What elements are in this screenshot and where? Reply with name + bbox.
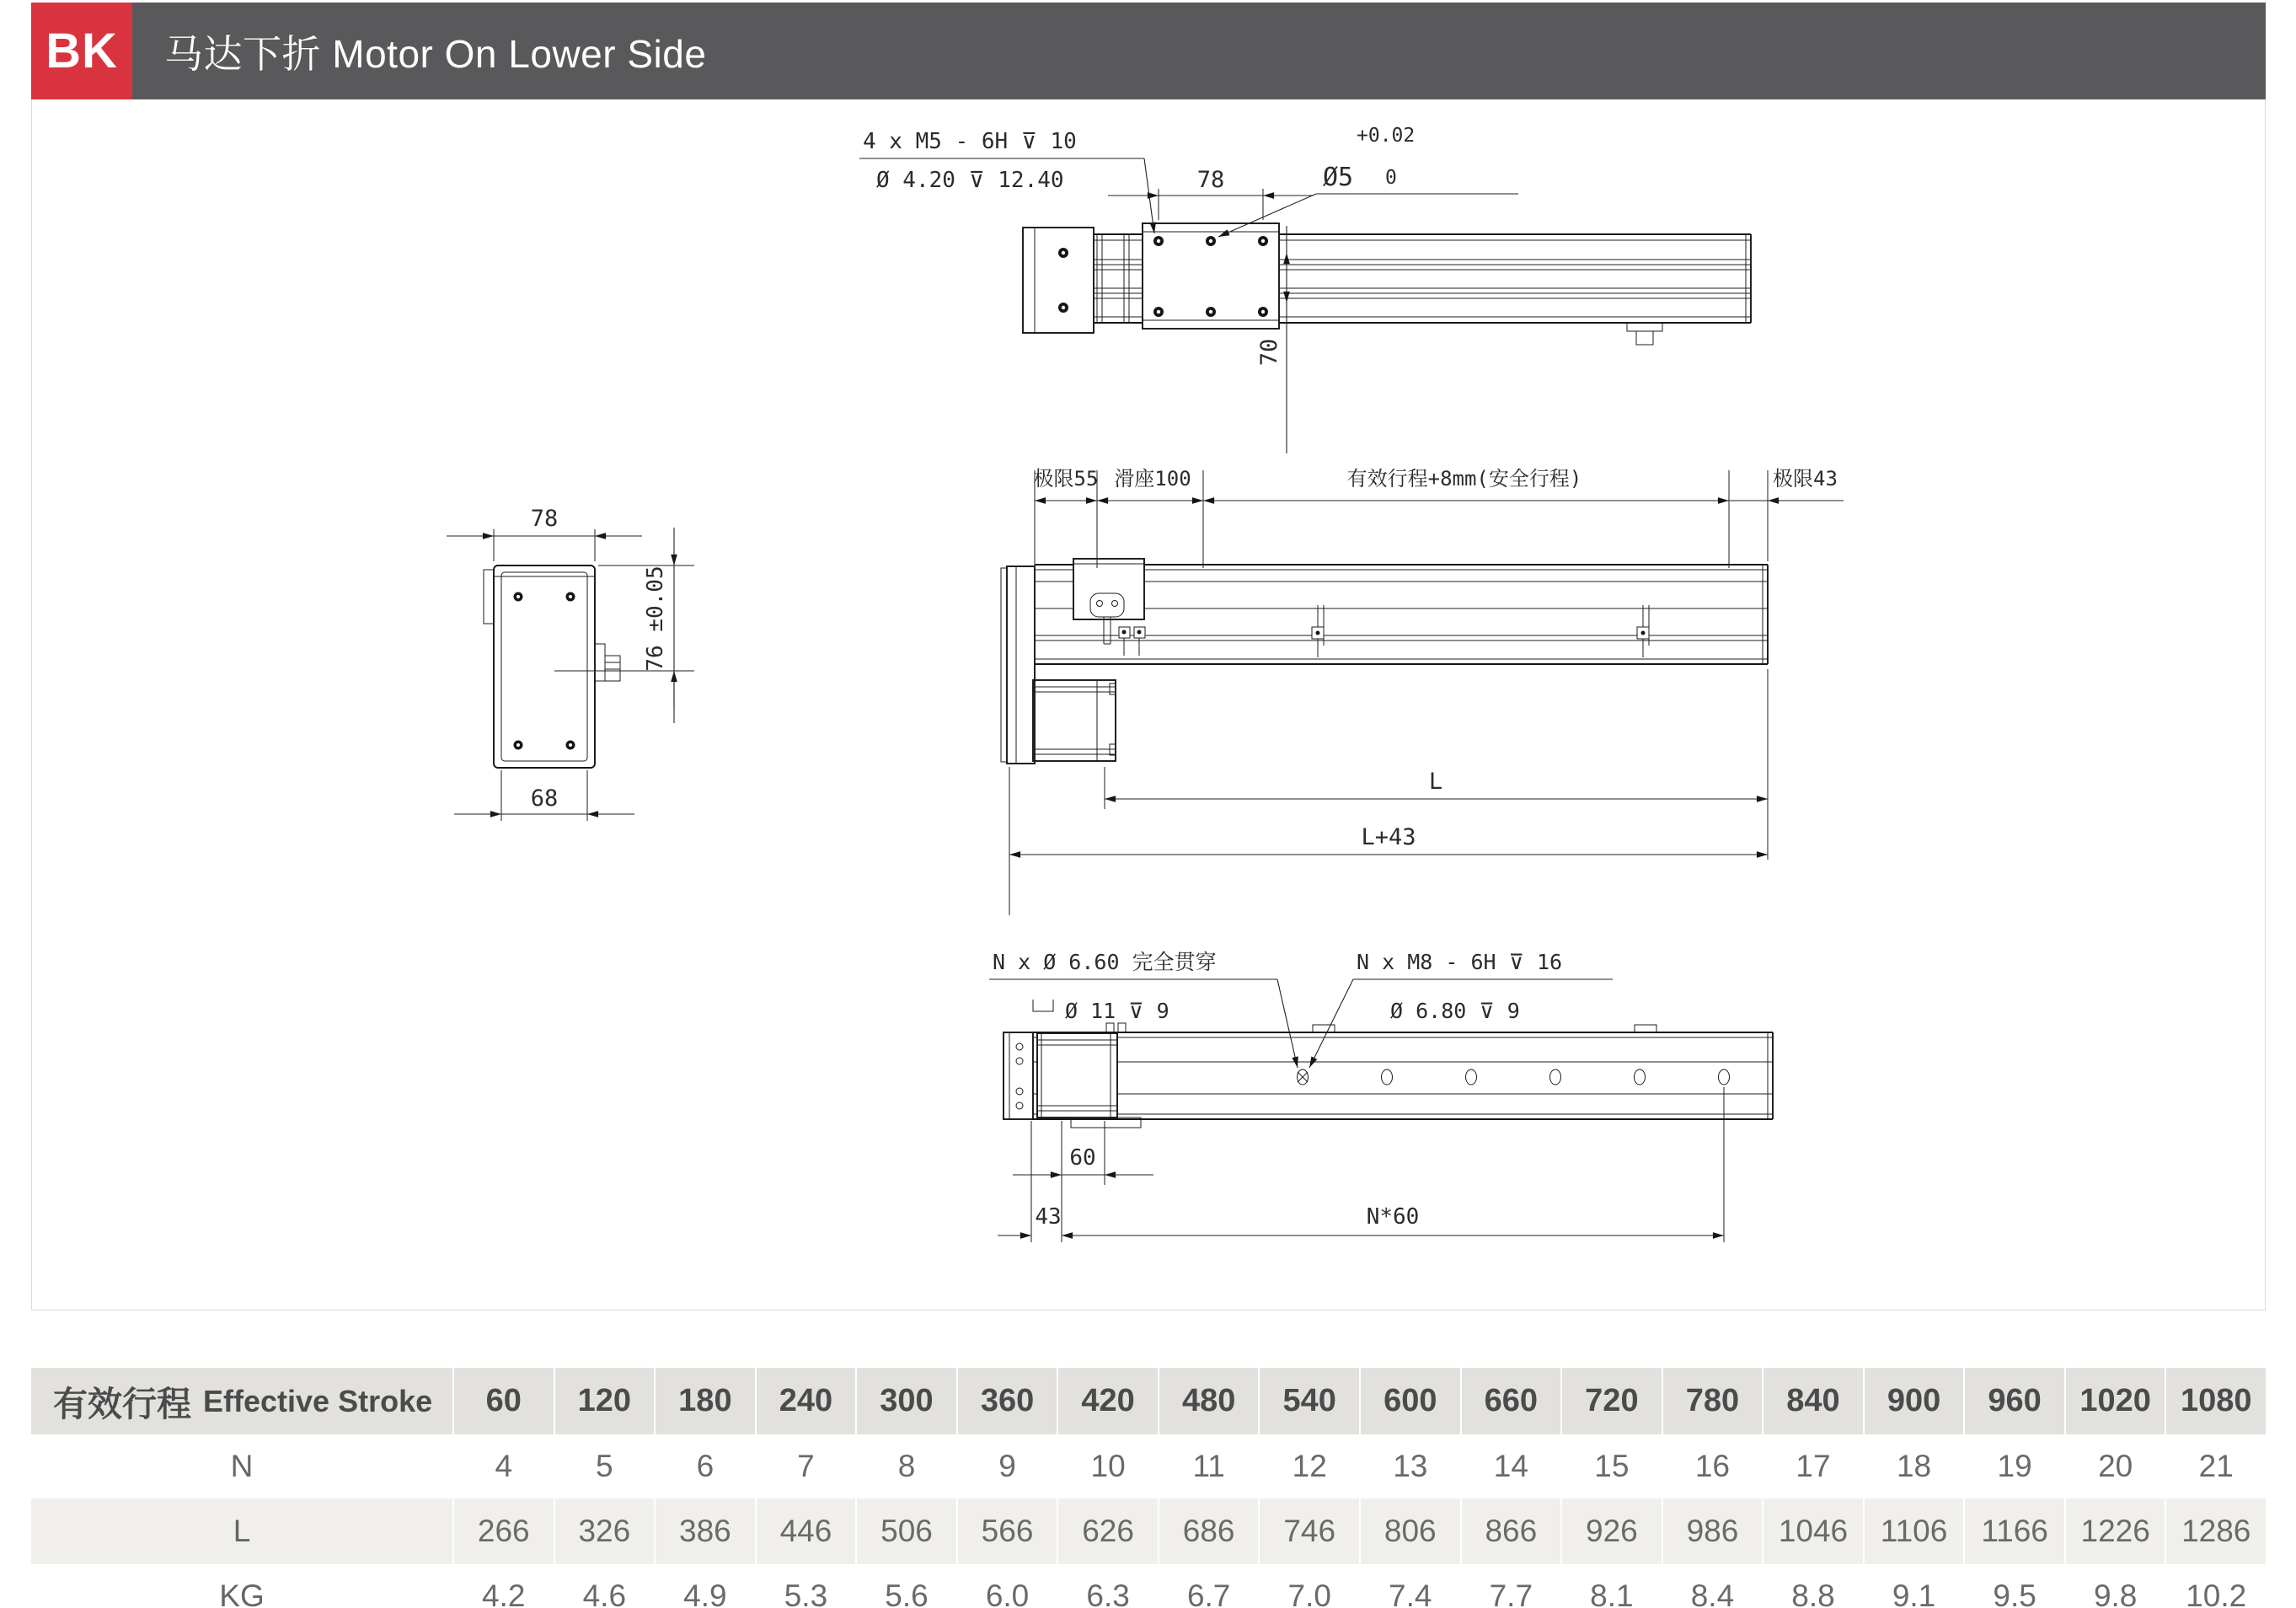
side-view	[447, 506, 694, 821]
stroke-header-cell: 300	[857, 1368, 956, 1434]
top-view-pin-callout	[1218, 125, 1518, 237]
table-cell: 566	[958, 1498, 1057, 1564]
table-cell: 446	[757, 1498, 856, 1564]
stroke-header-cell: 180	[656, 1368, 755, 1434]
stroke-header-cell: 360	[958, 1368, 1057, 1434]
top-view-slider-plate	[1143, 223, 1279, 329]
table-cell: 8	[897, 1449, 916, 1483]
table-cell: 9	[998, 1449, 1016, 1483]
table-cell: 7.7	[1489, 1579, 1533, 1608]
dim-78-label: 78	[1196, 167, 1225, 193]
tolerance-upper: +0.02	[1357, 125, 1416, 147]
side-dim-76-label: 76 ±0.05	[643, 565, 668, 672]
table-cell: 15	[1594, 1449, 1630, 1483]
table-cell: 11	[1192, 1449, 1225, 1483]
side-view-dim-78	[447, 506, 642, 561]
stroke-header-cell: 840	[1763, 1368, 1863, 1434]
table-cell: 746	[1260, 1498, 1359, 1564]
table-cell: 14	[1493, 1449, 1528, 1483]
bottom-view	[989, 950, 1773, 1242]
stroke-header-cell: 600	[1361, 1368, 1460, 1434]
table-cell: 4.6	[582, 1579, 627, 1608]
bottom-view-holes	[1298, 1069, 1730, 1085]
stroke-header-cell: 720	[1562, 1368, 1662, 1434]
top-view	[859, 125, 1751, 453]
stroke-header-cell: 960	[1965, 1368, 2064, 1434]
bottom-view-through-callout	[989, 950, 1298, 1068]
table-cell: 9.5	[1993, 1579, 2036, 1608]
side-view-dim-68	[454, 770, 634, 821]
front-view-chained-dims	[1034, 467, 1844, 568]
dim-60-label: 60	[1069, 1145, 1096, 1171]
table-cell: 6.7	[1186, 1579, 1231, 1608]
stroke-table	[31, 1368, 2266, 1608]
page-title: 马达下折 Motor On Lower Side	[164, 31, 707, 76]
thread-callout-line1: 4 x M5 - 6H ⊽ 10	[863, 129, 1077, 154]
tap-callout-line1: N x M8 - 6H ⊽ 16	[1357, 950, 1563, 974]
stroke-header-cell: 780	[1663, 1368, 1763, 1434]
table-cell: 1286	[2166, 1498, 2266, 1564]
side-view-body	[484, 565, 620, 768]
dim-N60-label: N*60	[1366, 1204, 1420, 1230]
table-cell: 6.0	[985, 1579, 1030, 1608]
table-cell: 9.8	[2093, 1579, 2138, 1608]
table-cell: 386	[656, 1498, 755, 1564]
through-callout-line2: Ø 11 ⊽ 9	[1065, 999, 1169, 1023]
table-cell: 686	[1159, 1498, 1259, 1564]
table-cell: 17	[1796, 1449, 1831, 1483]
front-view	[1001, 467, 1844, 915]
dim-L-label: L	[1428, 769, 1443, 795]
table-cell: 266	[454, 1498, 554, 1564]
table-cell: 20	[2098, 1449, 2133, 1483]
table-cell: 1106	[1865, 1498, 1964, 1564]
table-cell: 16	[1694, 1449, 1731, 1483]
table-cell: 626	[1058, 1498, 1158, 1564]
table-row-l	[31, 1498, 2266, 1564]
table-cell: 866	[1462, 1498, 1561, 1564]
row-kg-label: KG	[219, 1579, 265, 1608]
table-cell: 926	[1562, 1498, 1662, 1564]
table-cell: 12	[1292, 1449, 1327, 1483]
table-cell: 18	[1896, 1449, 1932, 1483]
table-cell: 4.2	[482, 1579, 526, 1608]
table-cell: 5	[596, 1449, 613, 1483]
row-n-label: N	[230, 1449, 254, 1483]
table-cell: 19	[1997, 1449, 2032, 1483]
table-row-kg	[31, 1564, 2266, 1608]
stroke-header-cell: 240	[757, 1368, 856, 1434]
table-cell: 7.0	[1287, 1579, 1331, 1608]
stroke-header-cell: 540	[1260, 1368, 1359, 1434]
stroke-header-cell: 480	[1159, 1368, 1259, 1434]
stroke-header-cell: 60	[454, 1368, 554, 1434]
top-view-dim-78	[1108, 167, 1314, 220]
bottom-view-motor	[1037, 1033, 1141, 1128]
front-view-sensors	[1119, 605, 1649, 657]
stroke-span-label: 有效行程+8mm(安全行程)	[1346, 467, 1582, 490]
top-view-end-block	[1023, 228, 1094, 333]
table-cell: 7	[797, 1449, 815, 1483]
table-header-row	[31, 1368, 2266, 1434]
slider-label: 滑座100	[1114, 467, 1191, 490]
table-cell: 4.9	[683, 1579, 727, 1608]
table-cell: 806	[1361, 1498, 1460, 1564]
stroke-header-cell: 660	[1462, 1368, 1561, 1434]
table-cell: 10	[1090, 1449, 1126, 1483]
table-cell: 1046	[1763, 1498, 1863, 1564]
side-view-dim-76	[554, 528, 694, 723]
table-cell: 8.1	[1590, 1579, 1634, 1608]
tolerance-lower: 0	[1385, 167, 1397, 189]
limit-left-label: 极限55	[1033, 467, 1099, 490]
dim-70-label: 70	[1256, 338, 1282, 367]
table-cell: 1166	[1965, 1498, 2064, 1564]
pin-diameter: Ø5	[1323, 163, 1354, 192]
table-cell: 10.2	[2186, 1579, 2247, 1608]
stroke-header-cell: 1020	[2066, 1368, 2165, 1434]
table-cell: 1226	[2066, 1498, 2165, 1564]
stroke-header-cell: 120	[555, 1368, 655, 1434]
top-view-thread-callout	[859, 129, 1154, 233]
table-cell: 9.1	[1892, 1579, 1936, 1608]
table-cell: 6	[696, 1449, 714, 1483]
row-l-label: L	[31, 1498, 452, 1564]
counterbore-icon	[1033, 1000, 1053, 1011]
dim-43-label: 43	[1035, 1204, 1062, 1230]
stroke-header-cell: 1080	[2166, 1368, 2266, 1434]
bottom-view-rail	[1003, 1023, 1773, 1119]
stroke-header-cell: 420	[1058, 1368, 1158, 1434]
table-cell: 326	[555, 1498, 655, 1564]
table-cell: 7.4	[1389, 1579, 1432, 1608]
table-cell: 8.4	[1690, 1579, 1735, 1608]
table-cell: 13	[1393, 1449, 1428, 1483]
series-badge: BK	[31, 3, 132, 99]
table-cell: 21	[2198, 1449, 2234, 1483]
technical-drawing	[32, 99, 2265, 1309]
front-view-slider	[1073, 559, 1144, 644]
title-bar	[31, 3, 2266, 99]
limit-right-label: 极限43	[1773, 467, 1838, 490]
through-callout-line1: N x Ø 6.60 完全贯穿	[993, 950, 1217, 974]
table-cell: 5.6	[885, 1579, 929, 1608]
front-view-motor	[1033, 680, 1116, 761]
table-cell: 8.8	[1791, 1579, 1835, 1608]
tap-callout-line2: Ø 6.80 ⊽ 9	[1390, 999, 1520, 1023]
bottom-view-tap-callout	[1309, 950, 1613, 1068]
dim-L43-label: L+43	[1361, 824, 1416, 850]
table-cell: 506	[857, 1498, 956, 1564]
table-cell: 4	[495, 1449, 513, 1483]
table-cell: 6.3	[1086, 1579, 1130, 1608]
table-header-label	[31, 1368, 452, 1434]
table-cell: 986	[1663, 1498, 1763, 1564]
side-dim-68-label: 68	[530, 785, 559, 812]
side-dim-78-label: 78	[530, 506, 559, 532]
header-label-en: Effective Stroke	[203, 1383, 433, 1418]
table-row-n	[31, 1434, 2266, 1498]
drawing-panel	[31, 99, 2266, 1311]
table-cell: 5.3	[784, 1579, 828, 1608]
stroke-header-cell: 900	[1865, 1368, 1964, 1434]
header-label-zh: 有效行程	[53, 1385, 191, 1423]
front-view-length-dims	[1009, 669, 1768, 915]
thread-callout-line2: Ø 4.20 ⊽ 12.40	[876, 168, 1064, 193]
